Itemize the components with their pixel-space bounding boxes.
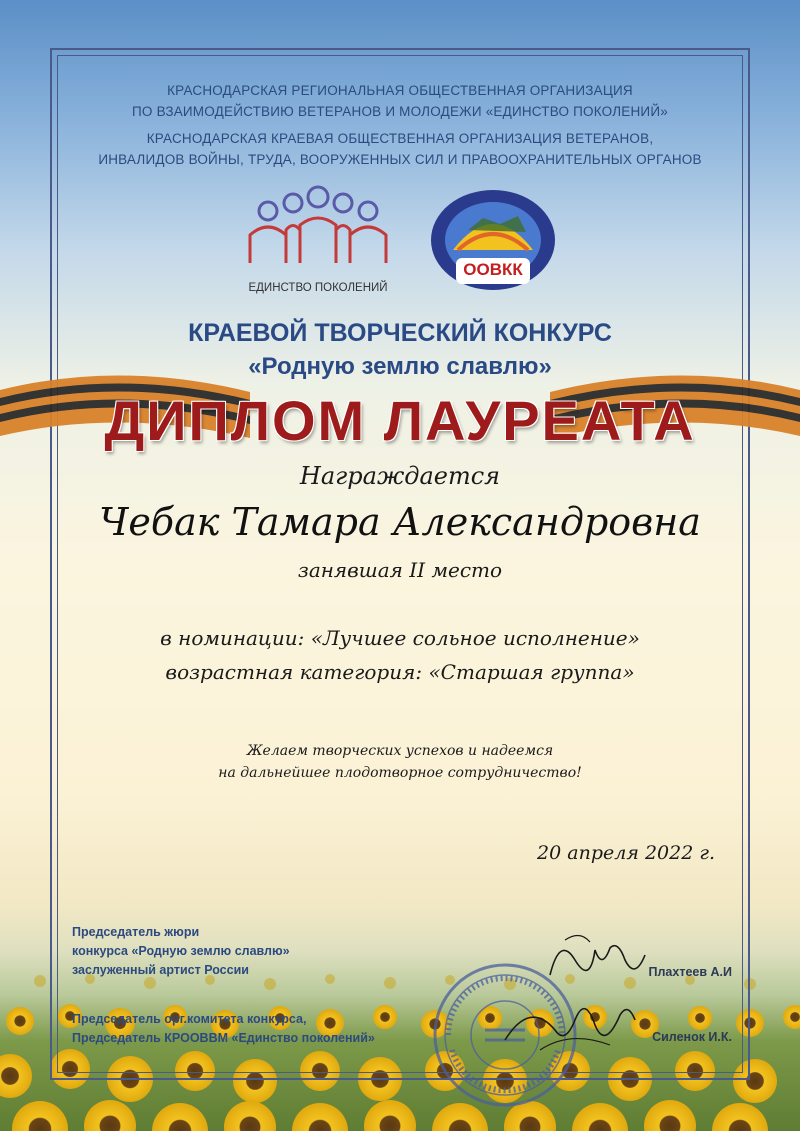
left-logo-caption: ЕДИНСТВО ПОКОЛЕНИЙ — [248, 282, 388, 294]
right-logo-caption: ООВКК — [463, 260, 523, 279]
recipient-name: Чебак Тамара Александровна — [99, 500, 701, 544]
wishes-line: на дальнейшее плодотворное сотрудничество! — [218, 765, 582, 781]
signature-mark-1 — [540, 930, 650, 990]
org-committee-chair-name: Силенок И.К. — [652, 1030, 732, 1044]
org-line: ИНВАЛИДОВ ВОЙНЫ, ТРУДА, ВООРУЖЕННЫХ СИЛ И ПРАВООХРАНИТЕЛЬНЫХ ОРГАНОВ — [98, 152, 702, 167]
age-category-text: возрастная категория: «Старшая группа» — [165, 660, 635, 684]
org-committee-chair-title — [72, 1010, 375, 1048]
place-text: занявшая II место — [297, 558, 503, 582]
signature-label-line: конкурса «Родную землю славлю» — [72, 944, 290, 958]
signature-label-line: Председатель жюри — [72, 925, 200, 939]
diploma-title: ДИПЛОМ ЛАУРЕАТА — [104, 389, 696, 452]
signature-label-line: Председатель орг.комитета конкурса, — [72, 1012, 307, 1026]
wishes-text — [0, 740, 800, 784]
organization-header — [0, 80, 800, 170]
contest-name: «Родную землю славлю» — [248, 353, 552, 380]
signature-label-line: заслуженный артист России — [72, 963, 249, 977]
org-line: КРАСНОДАРСКАЯ РЕГИОНАЛЬНАЯ ОБЩЕСТВЕННАЯ ОРГАНИЗАЦИЯ — [167, 83, 633, 98]
org-line: КРАСНОДАРСКАЯ КРАЕВАЯ ОБЩЕСТВЕННАЯ ОРГАНИЗАЦИЯ ВЕТЕРАНОВ, — [146, 131, 654, 146]
wishes-line: Желаем творческих успехов и надеемся — [246, 743, 554, 759]
unity-of-generations-logo — [238, 185, 398, 295]
date-text: 20 апреля 2022 г. — [537, 842, 715, 864]
nomination-text: в номинации: «Лучшее сольное исполнение» — [160, 626, 640, 650]
signature-label-line: Председатель КРООВВМ «Единство поколений» — [72, 1031, 375, 1045]
oovkk-emblem — [428, 188, 558, 298]
jury-chair-title — [72, 923, 290, 980]
contest-title: КРАЕВОЙ ТВОРЧЕСКИЙ КОНКУРС — [188, 319, 612, 347]
org-line: ПО ВЗАИМОДЕЙСТВИЮ ВЕТЕРАНОВ И МОЛОДЕЖИ «ЕДИНСТВО ПОКОЛЕНИЙ» — [132, 104, 668, 119]
emblem-icon — [428, 188, 558, 298]
signature-mark-2 — [500, 990, 640, 1060]
jury-chair-name: Плахтеев А.И — [648, 965, 732, 979]
people-icon — [238, 185, 398, 275]
awarded-label: Награждается — [299, 462, 501, 490]
